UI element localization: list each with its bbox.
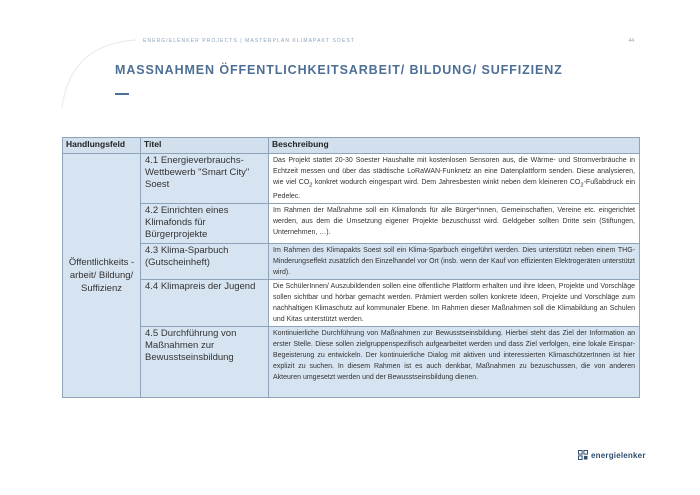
measure-title: 4.2 Einrichten eines Klimafonds für Bürgerprojekte: [141, 204, 269, 244]
measure-title: 4.3 Klima-Sparbuch (Gutscheinheft): [141, 244, 269, 280]
running-head: ENERGIELENKER PROJECTS | MASTERPLAN KLIMAPAKT SOEST: [143, 38, 355, 44]
subscript-2: 2: [309, 182, 313, 189]
page-title: MASSNAHMEN ÖFFENTLICHKEITSARBEIT/ BILDUNG/ SUFFIZIENZ: [115, 63, 563, 77]
page-number: 44: [628, 38, 634, 44]
logo-text: energielenker: [591, 450, 646, 460]
table-row: [63, 280, 640, 327]
table-row: [63, 204, 640, 244]
measure-title: 4.4 Klimapreis der Jugend: [141, 280, 269, 327]
title-underline: [115, 93, 129, 95]
table-row: [63, 327, 640, 398]
measure-title: 4.5 Durchführung von Maßnahmen zur Bewusstseinsbildung: [141, 327, 269, 398]
energielenker-logo-icon: [578, 450, 588, 460]
field-cell: Öffentlichkeits -arbeit/ Bildung/ Suffizienz: [63, 154, 141, 398]
column-header-description: Beschreibung: [269, 138, 640, 154]
measure-description: Im Rahmen des Klimapakts Soest soll ein Klima-Sparbuch eingeführt werden. Dies unterstützt neben einem THG-Minderungseffekt zusätzlich den Einzelhandel vor Ort (insb. wenn der Kauf von effizienten Elektrogeräten unterstützt wird).: [269, 244, 640, 280]
measure-description: Kontinuierliche Durchführung von Maßnahmen zur Bewusstseinsbildung. Hierbei steht das Ziel der Information an erster Stelle. Diese sollen zielgruppenspezifisch aufgearbeitet werden und dass Ziel verfolgen, eine lokale Einspar-Begeisterung zu entwickeln. Der kontinuierliche Dialog mit aktiven und interessierten KlimaschützerInnen ist hier explizit zu suchen. In diesem Rahmen ist es auch denkbar, Maßnahmen zu bezuschussen, die von anderen Akteuren umgesetzt werden und der Bewusstseinsbildung dienen.: [269, 327, 640, 398]
table-header-row: [63, 138, 640, 154]
table-row: [63, 154, 640, 204]
measure-title: 4.1 Energieverbrauchs-Wettbewerb "Smart City" Soest: [141, 154, 269, 204]
table-row: [63, 244, 640, 280]
column-header-title: Titel: [141, 138, 269, 154]
description-text: Das Projekt stattet 20-30 Soester Haushalte mit kostenlosen Sensoren aus, die Wärme- und Stromverbräuche in Echtzeit messen und über das städtische LoRaWAN-Funknetz an eine Datenplattform senden. Diese analysieren, wie viel CO: [273, 157, 635, 186]
measure-description: Die SchülerInnen/ Auszubildenden sollen eine öffentliche Plattform erhalten und ihre Ideen, Projekte und Vorschläge sollen sichtbar und hörbar gemacht werden. Prämiert werden sollen konkrete Ideen, Projekte und Vorschläge zum nachhaltigen Klimaschutz auf kommunaler Ebene. Im Rahmen dieser Maßnahmen soll die Klimabildung an Schulen und Kitas unterstützt werden.: [269, 280, 640, 327]
subscript-2: 2: [580, 182, 584, 189]
energielenker-logo: [578, 450, 646, 460]
measure-description: [269, 154, 640, 204]
description-text: -Fußabdruck ein Pedelec.: [273, 179, 635, 201]
measures-table: [62, 137, 640, 398]
description-text: konkret wodurch eingespart wird. Dem Jahresbesten winkt neben dem kleineren CO: [312, 179, 581, 186]
column-header-field: Handlungsfeld: [63, 138, 141, 154]
measure-description: Im Rahmen der Maßnahme soll ein Klimafonds für alle Bürger*innen, Gemeinschaften, Vereine etc. eingerichtet werden, aus dem die Umsetzung eigener Projekte bezuschusst wird. Geldgeber sollten Dritte sein (Stiftungen, Unternehmen, …).: [269, 204, 640, 244]
